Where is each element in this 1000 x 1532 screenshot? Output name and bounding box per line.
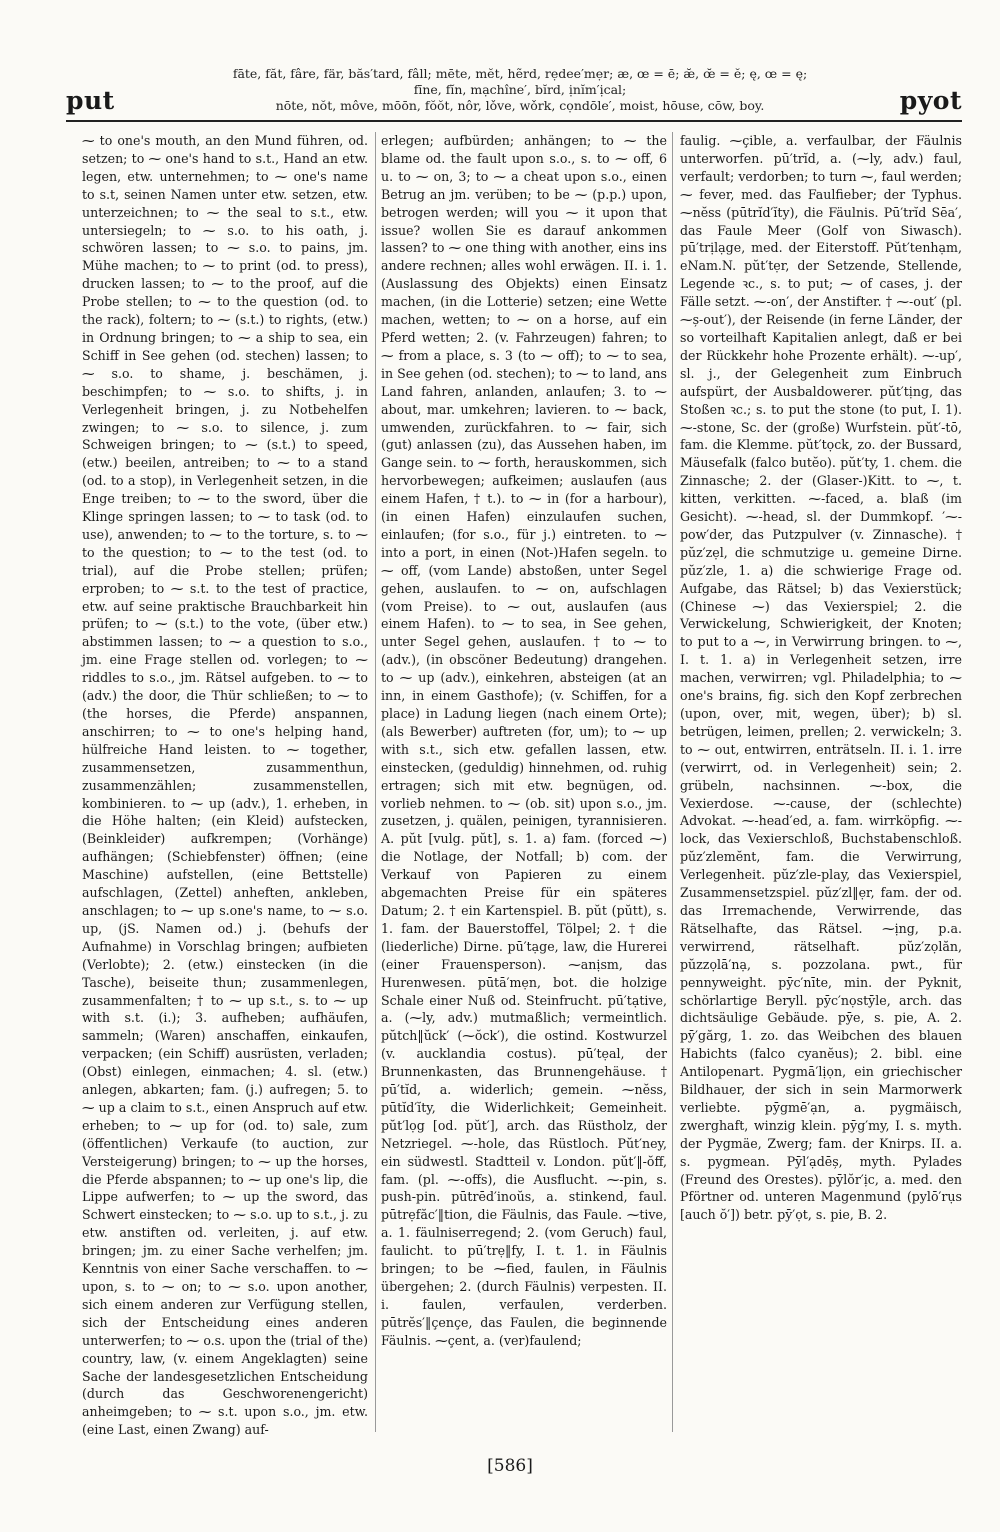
column-1 (82, 132, 368, 1438)
column-3-text: faulig. ⁓çible, a. verfaulbar, der Fäulnis unterworfen. pū′trĭd, a. (⁓ly, adv.) faul, verfault; verdorben; to turn ⁓, faul werden; ⁓ fever, med. das Faulfieber; der Typhus. ⁓nĕss (pūtrĭd′ĭty), die Fäulnis. Pū′trĭd Sēa′, das Faule Meer (Golf von Siwasch). pū′trịlạge, med. der Eiterstoff. Pŭt′tenhạm, eNam.N. pŭt′tẹr, der Setzende, Stellende, Legende ꝛc., s. to put; ⁓ of cases, j. der Fälle setzt. ⁓-on′, der Anstifter. † ⁓-out′ (pl. ⁓ș-out′), der Reisende (in ferne Länder, der so vorteilhaft Kapitalien anlegt, daß er bei der Rückkehr hohe Prozente erhält). ⁓-up′, sl. j., der Gelegenheit zum Einbruch aufspürt, der Ausbaldowerer. pŭt′tịng, das Stoßen ꝛc.; s. to put the stone (to put, I. 1). ⁓-stone, Sc. der (große) Wurfstein. pŭt′-tō, fam. die Klemme. pŭt′tọck, zo. der Bussard, Mäusefalk (falco butĕo). pŭt′ty, 1. chem. die Zinnasche; 2. der (Glaser-)Kitt. to ⁓, t. kitten, verkitten. ⁓-faced, a. blaß (im Gesicht). ⁓-head, sl. der Dummkopf. ′⁓-pow′der, das Putzpulver (v. Zinnasche). † pŭz′zẹl, die schmutzige u. gemeine Dirne. pŭz′zle, 1. a) die schwierige Frage od. Aufgabe, das Rätsel; b) das Vexierstück; (Chinese ⁓) das Vexierspiel; 2. die Verwickelung, Schwierigkeit, der Knoten; to put to a ⁓, in Verwirrung bringen. to ⁓, I. t. 1. a) in Verlegenheit setzen, irre machen, verwirren; vgl. Philadelphia; to ⁓ one's brains, fig. sich den Kopf zerbrechen (upon, over, mit, wegen, über); b) sl. betrügen, leimen, prellen; 2. verwickeln; 3. to ⁓ out, entwirren, enträtseln. II. i. 1. irre (verwirrt, od. in Verlegenheit) sein; 2. grübeln, nachsinnen. ⁓-box, die Vexierdose. ⁓-cause, der (schlechte) Advokat. ⁓-head′ed, a. fam. wirrköpfig. ⁓-lock, das Vexierschloß, Buchstabenschloß. pŭz′zlemĕnt, fam. die Verwirrung, Verlegenheit. pŭz′zle-play, das Vexierspiel, Zusammensetzspiel. pŭz′zl‖ẹr, fam. der od. das Irremachende, Verwirrende, das Rätselhafte, das Rätsel. ⁓ịng, p.a. verwirrend, rätselhaft. pŭz′zọlăn, pŭzzọlā′nạ, s. pozzolana. pwt., für pennyweight. pȳc′nīte, min. der Pyknit, schörlartige Beryll. pȳc′nọstȳle, arch. das dichtsäulige Gebäude. pȳe, s. pie, A. 2. pȳ′gărg, 1. zo. das Weibchen des blauen Habichts (falco cyanĕus); 2. bibl. eine Antilopenart. Pygmā′lịọn, ein griechischer Bildhauer, der sich in sein Marmorwerk verliebte. pȳgmē′ạn, a. pygmäisch, zwerghaft, winzig klein. pȳg′my, I. s. myth. der Pygmäe, Zwerg; fam. der Knirps. II. a. s. pygmean. Pȳl′ạdēș, myth. Pylades (Freund des Orestes). pȳlŏr′ịc, a. med. den Pförtner od. unteren Magenmund (pylō′rụs [auch ŏ′]) betr. pȳ′ọt, s. pie, B. 2. (680, 133, 962, 1223)
header-rule (66, 120, 962, 122)
page-number: [586] (487, 1456, 533, 1476)
column-2-text: erlegen; aufbürden; anhängen; to ⁓ the blame od. the fault upon s.o., s. to ⁓ off, 6 u. to ⁓ on, 3; to ⁓ a cheat upon s.o., einen Betrug an jm. verüben; to be ⁓ (p.p.) upon, betrogen werden; will you ⁓ it upon that issue? wollen Sie es darauf ankommen lassen? to ⁓ one thing with another, eins ins andere rechnen; alles wohl erwägen. II. i. 1. (Auslassung des Objekts) einen Einsatz machen, (in die Lotterie) setzen; eine Wette machen, wetten; to ⁓ on a horse, auf ein Pferd wetten; 2. (v. Fahrzeugen) fahren; to ⁓ from a place, s. 3 (to ⁓ off); to ⁓ to sea, in See gehen (od. stechen); to ⁓ to land, ans Land fahren, anlanden, anlaufen; 3. to ⁓ about, mar. umkehren; lavieren. to ⁓ back, umwenden, zurückfahren. to ⁓ fair, sich (gut) anlassen (zu), das Aussehen haben, im Gange sein. to ⁓ forth, herauskommen, sich hervorbewegen; aufkeimen; auslaufen (aus einem Hafen, † t.). to ⁓ in (for a harbour), (in einen Hafen) einzulaufen suchen, einlaufen; (for s.o., für j.) eintreten. to ⁓ into a port, in einen (Not-)Hafen segeln. to ⁓ off, (vom Lande) abstoßen, unter Segel gehen, auslaufen. to ⁓ on, aufschlagen (vom Preise). to ⁓ out, auslaufen (aus einem Hafen). to ⁓ to sea, in See gehen, unter Segel gehen, auslaufen. † to ⁓ to (adv.), (in obscöner Bedeutung) drangehen. to ⁓ up (adv.), einkehren, absteigen (at an inn, in einem Gasthofe); (v. Schiffen, for a place) in Ladung liegen (nach einem Orte); (als Bewerber) auftreten (for, um); to ⁓ up with s.t., sich etw. gefallen lassen, etw. einstecken, (geduldig) hinnehmen, od. ruhig ertragen; sich mit etw. begnügen, od. vorlieb nehmen. to ⁓ (ob. sit) upon s.o., jm. zusetzen, j. quälen, peinigen, tyrannisieren. A. pŭt [vulg. pŭt], s. 1. a) fam. (forced ⁓) die Notlage, der Notfall; b) com. der Verkauf von Papieren zu einem abgemachten Preise für ein späteres Datum; 2. † ein Kartenspiel. B. pŭt (pŭtt), s. 1. fam. der Bauerstoffel, Tölpel; 2. † die (liederliche) Dirne. pū′tạge, law, die Hurerei (einer Frauensperson). ⁓anịsm, das Hurenwesen. pūtā′mẹn, bot. die holzige Schale einer Nuß od. Steinfrucht. pū′tạtive, a. (⁓ly, adv.) mutmaßlich; vermeintlich. pŭtch‖ŭck′ (⁓ŏck′), die ostind. Kostwurzel (v. aucklandia costus). pū′tẹal, der Brunnenkasten, das Brunnengehäuse. † pū′tĭd, a. widerlich; gemein. ⁓nĕss, pūtĭd′ĭty, die Widerlichkeit; Gemeinheit. pŭt′lọg [od. pŭt′], arch. das Rüstholz, der Netzriegel. ⁓-hole, das Rüstloch. Pŭt′ney, ein südwestl. Stadtteil v. London. pŭt′‖-ŏff, fam. (pl. ⁓-offs), die Ausflucht. ⁓-pin, s. push-pin. pūtrēd′inoŭs, a. stinkend, faul. pūtrẹfăc′‖tion, die Fäulnis, das Faule. ⁓tive, a. 1. fäulniserregend; 2. (vom Geruch) faul, faulicht. to pū′trẹ‖fy, I. t. 1. in Fäulnis bringen; to be ⁓fied, faulen, in Fäulnis übergehen; 2. (durch Fäulnis) verpesten. II. i. faulen, verfaulen, verderben. pūtrĕs′‖çençe, das Faulen, die beginnende Fäulnis. ⁓çent, a. (ver)faulend; (381, 133, 667, 1348)
column-1-text: ⁓ to one's mouth, an den Mund führen, od. setzen; to ⁓ one's hand to s.t., Hand an etw. legen, etw. unternehmen; to ⁓ one's name to s.t, seinen Namen unter etw. setzen, etw. unterzeichnen; to ⁓ the seal to s.t., etw. untersiegeln; to ⁓ s.o. to his oath, j. schwören lassen; to ⁓ s.o. to pains, jm. Mühe machen; to ⁓ to print (od. to press), drucken lassen; to ⁓ to the proof, auf die Probe stellen; to ⁓ to the question (od. to the rack), foltern; to ⁓ (s.t.) to rights, (etw.) in Ordnung bringen; to ⁓ a ship to sea, ein Schiff in See gehen (od. stechen) lassen; to ⁓ s.o. to shame, j. beschämen, j. beschimpfen; to ⁓ s.o. to shifts, j. in Verlegenheit bringen, j. zu Notbehelfen zwingen; to ⁓ s.o. to silence, j. zum Schweigen bringen; to ⁓ (s.t.) to speed, (etw.) beeilen, antreiben; to ⁓ to a stand (od. to a stop), in Verlegenheit setzen, in die Enge treiben; to ⁓ to the sword, über die Klinge springen lassen; to ⁓ to task (od. to use), anwenden; to ⁓ to the torture, s. to ⁓ to the question; to ⁓ to the test (od. to trial), auf die Probe stellen; prüfen; erproben; to ⁓ s.t. to the test of practice, etw. auf seine praktische Brauchbarkeit hin prüfen; to ⁓ (s.t.) to the vote, (über etw.) abstimmen lassen; to ⁓ a question to s.o., jm. eine Frage stellen od. vorlegen; to ⁓ riddles to s.o., jm. Rätsel aufgeben. to ⁓ to (adv.) the door, die Thür schließen; to ⁓ to (the horses, die Pferde) anspannen, anschirren; to ⁓ to one's helping hand, hülfreiche Hand leisten. to ⁓ together, zusammensetzen, zusammenthun, zusammenzählen; zusammenstellen, kombinieren. to ⁓ up (adv.), 1. erheben, in die Höhe halten; (ein Kleid) aufstecken, (Beinkleider) aufkrempen; (Vorhänge) aufhängen; (Schiebfenster) öffnen; (eine Maschine) aufstellen, (eine Bettstelle) aufschlagen, (Zettel) anheften, ankleben, anschlagen; to ⁓ up s.one's name, to ⁓ s.o. up, (jS. Namen od.) j. (behufs der Aufnahme) in Vorschlag bringen; aufbieten (Verlobte); 2. (etw.) einstecken (in die Tasche), beiseite thun; zusammenlegen, zusammenfalten; † to ⁓ up s.t., s. to ⁓ up with s.t. (i.); 3. aufheben; aufhäufen, sammeln; (Waren) anschaffen, einkaufen, verpacken; (ein Schiff) ausrüsten, verladen; (Obst) einlegen, einmachen; 4. sl. (etw.) anlegen, abkarten; fam. (j.) aufregen; 5. to ⁓ up a claim to s.t., einen Anspruch auf etw. erheben; to ⁓ up for (od. to) sale, zum (öffentlichen) Verkaufe (to auction, zur Versteigerung) bringen; to ⁓ up the horses, die Pferde abspannen; to ⁓ up one's lip, die Lippe aufwerfen; to ⁓ up the sword, das Schwert einstecken; to ⁓ s.o. up to s.t., j. zu etw. anstiften od. verleiten, j. auf etw. bringen; jm. zu einer Sache verhelfen; jm. Kenntnis von einer Sache verschaffen. to ⁓ upon, s. to ⁓ on; to ⁓ s.o. upon another, sich einem anderen zur Verfügung stellen, sich der Entscheidung eines anderen unterwerfen; to ⁓ o.s. upon the (trial of the) country, law, (v. einem Angeklagten) seine Sache der landesgesetzlichen Entscheidung (durch das Geschworenengericht) anheimgeben; to ⁓ s.t. upon s.o., jm. etw. (eine Last, einen Zwang) auf- (82, 133, 368, 1438)
left-running-head: put (66, 86, 115, 115)
column-divider-1 (375, 132, 376, 1432)
column-3 (680, 132, 962, 1427)
pronunciation-key (230, 66, 810, 114)
pronunciation-key-line-1: fāte, făt, fâre, fär, băs′tard, fâll; mēte, mĕt, hẽrd, rẹdee′mẹr; æ, œ = ē; æ̆, œ̆ = ĕ; ę, œ = ę; (232, 66, 808, 81)
column-divider-2 (672, 132, 673, 1432)
pronunciation-key-line-3: nōte, nŏt, môve, mōōn, fŏŏt, nôr, lǒve, wǒrk, cọndōle′, moist, hōuse, cōw, boy. (275, 98, 765, 113)
right-running-head: pyot (899, 86, 962, 115)
pronunciation-key-line-2: fīne, fĭn, mạchîne′, bĭrd, ịnĭm′ịcal; (413, 82, 627, 97)
column-2 (381, 132, 667, 1427)
